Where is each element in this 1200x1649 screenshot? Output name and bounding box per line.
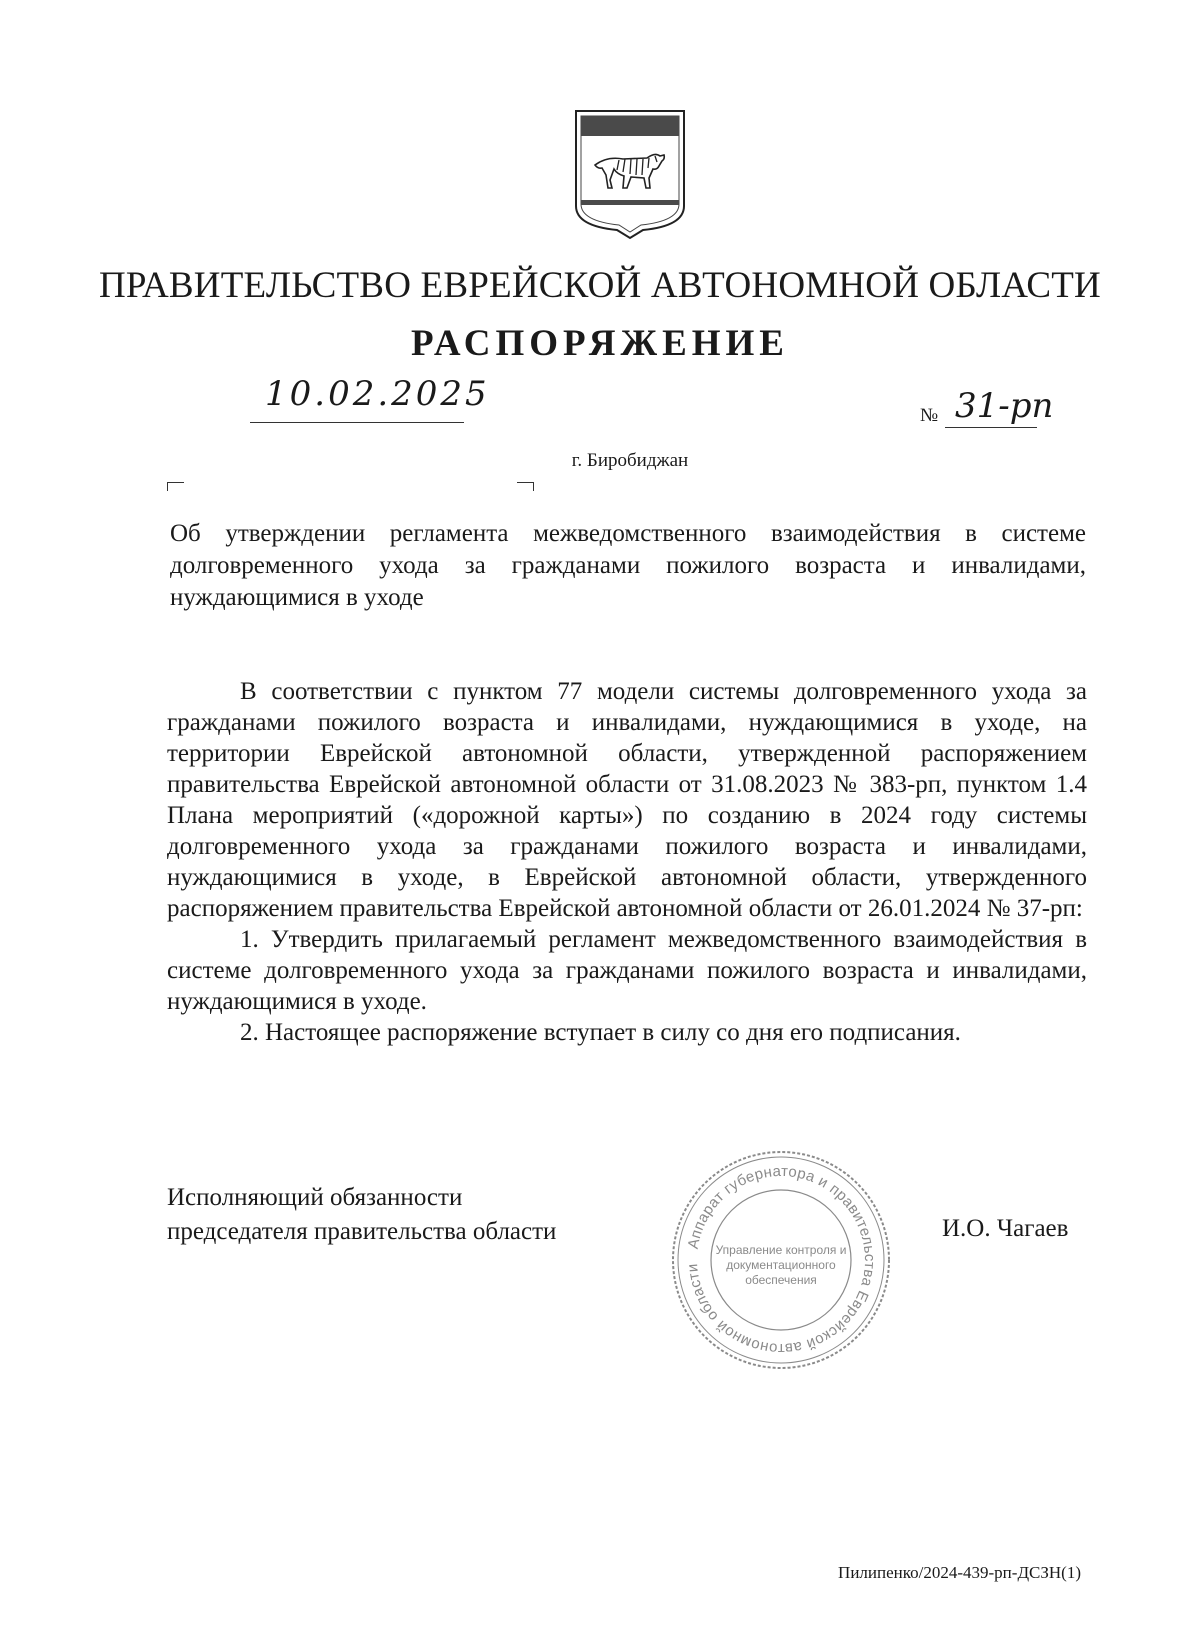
city-name: г. Биробиджан	[571, 450, 689, 471]
document-body	[167, 676, 1087, 1048]
signatory-title	[167, 1181, 556, 1249]
subject-corner-mark-left	[167, 482, 184, 491]
executor-reference-code: Пилипенко/2024-439-рп-ДСЗН(1)	[838, 1563, 1081, 1582]
tiger-coat-of-arms-icon	[573, 108, 687, 240]
signatory-name: И.О. Чагаев	[942, 1215, 1069, 1242]
stamp-outer-text: Аппарат губернатора и правительства Еврейской автономной области	[683, 1162, 879, 1358]
number-label: №	[920, 405, 939, 426]
handwritten-document-number: 31-рп	[955, 386, 1054, 426]
document-type-title: РАСПОРЯЖЕНИЕ	[410, 323, 789, 364]
signatory-title-line-1: Исполняющий обязанности	[167, 1184, 463, 1211]
body-item-1: 1. Утвердить прилагаемый регламент межведомственного взаимодействия в системе долговременного ухода за гражданами пожилого возраста и инвалидами, нуждающимися в уходе.	[167, 926, 1087, 1015]
stamp-inner-line-3: обеспечения	[745, 1273, 817, 1287]
stamp-inner-line-2: документационного	[726, 1258, 836, 1272]
subject-corner-mark-right	[517, 482, 534, 491]
handwritten-date: 10.02.2025	[265, 374, 490, 414]
body-preamble: В соответствии с пунктом 77 модели системы долговременного ухода за гражданами пожилого возраста и инвалидами, нуждающимися в уходе, на территории Еврейской автономной области, утвержденной распоряжением правительства Еврейской автономной области от 31.08.2023 № 383-рп, пунктом 1.4 Плана мероприятий («дорожной карты») по созданию в 2024 году системы долговременного ухода за гражданами пожилого возраста и инвалидами, нуждающимися в уходе, в Еврейской автономной области, утвержденного распоряжением правительства Еврейской автономной области от 26.01.2024 № 37-рп:	[167, 678, 1087, 922]
number-underline	[945, 427, 1037, 428]
stamp-inner-line-1: Управление контроля и	[715, 1243, 847, 1257]
official-stamp	[669, 1148, 893, 1372]
government-title: ПРАВИТЕЛЬСТВО ЕВРЕЙСКОЙ АВТОНОМНОЙ ОБЛАСТИ	[99, 265, 1101, 306]
document-subject: Об утверждении регламента межведомственного взаимодействия в системе долговременного ухода за гражданами пожилого возраста и инвалидами, нуждающимися в уходе	[170, 520, 1086, 611]
body-item-2: 2. Настоящее распоряжение вступает в силу со дня его подписания.	[240, 1019, 961, 1046]
date-underline	[250, 422, 464, 423]
signatory-title-line-2: председателя правительства области	[167, 1218, 557, 1245]
